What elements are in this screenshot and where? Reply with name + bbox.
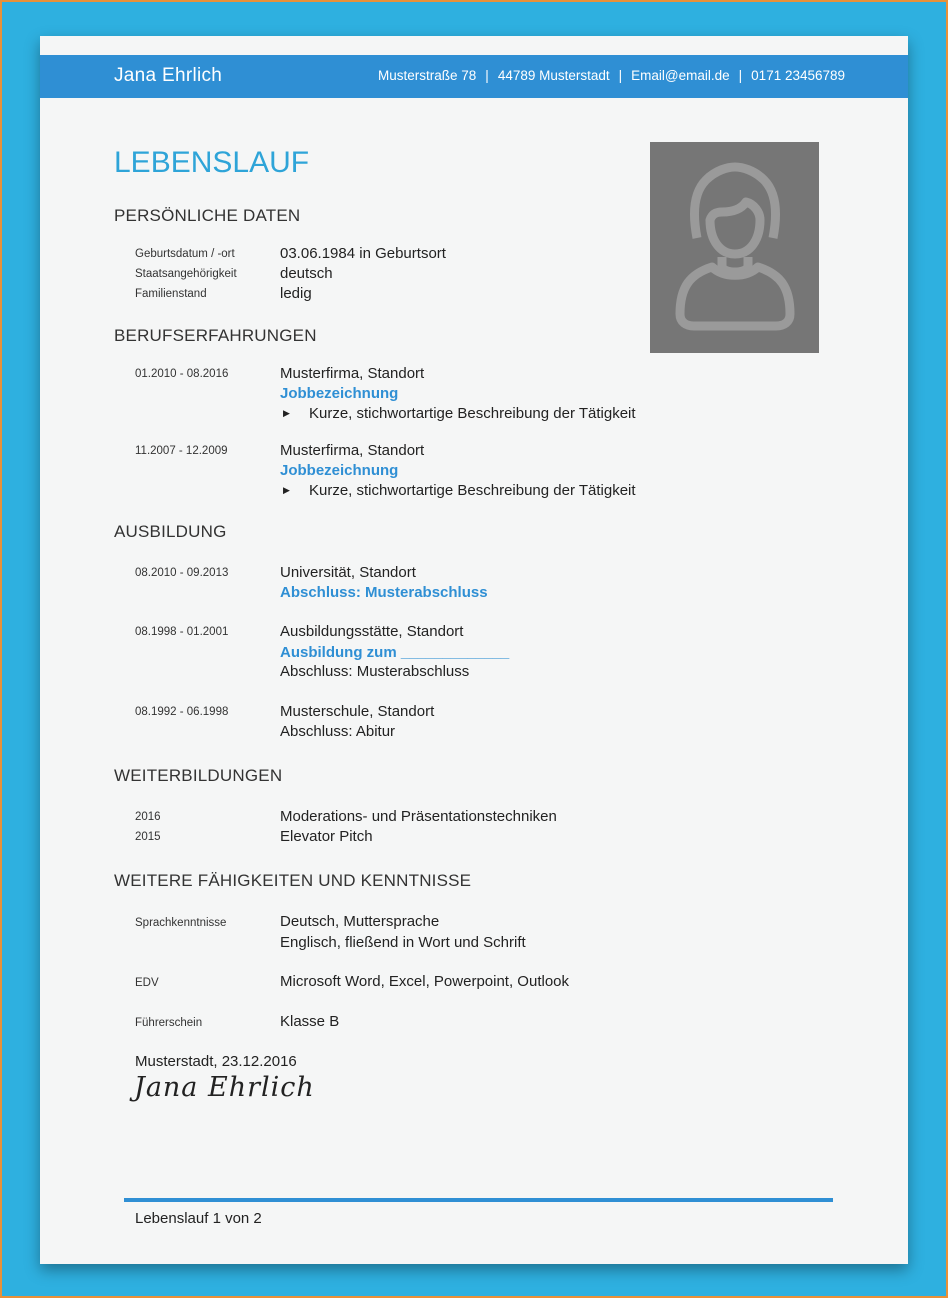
bullet-triangle-icon: ▶ bbox=[283, 485, 290, 495]
training-year: 2016 bbox=[135, 811, 161, 823]
bullet-triangle-icon: ▶ bbox=[283, 408, 290, 418]
experience-job-title: Jobbezeichnung bbox=[280, 385, 399, 402]
contact-separator: | bbox=[618, 68, 623, 83]
education-place: Musterschule, Standort bbox=[280, 703, 435, 720]
cv-page bbox=[40, 36, 908, 1264]
education-period: 08.1992 - 06.1998 bbox=[135, 706, 229, 718]
experience-bullet bbox=[280, 405, 636, 422]
education-degree: Abschluss: Musterabschluss bbox=[280, 584, 488, 601]
skills-label: Sprachkenntnisse bbox=[135, 917, 227, 929]
experience-job-title: Jobbezeichnung bbox=[280, 462, 399, 479]
contact-city: 44789 Musterstadt bbox=[497, 68, 610, 83]
experience-period: 11.2007 - 12.2009 bbox=[135, 445, 228, 457]
education-place: Universität, Standort bbox=[280, 564, 416, 581]
person-silhouette-icon bbox=[650, 142, 819, 353]
experience-company: Musterfirma, Standort bbox=[280, 365, 425, 382]
skills-value: Klasse B bbox=[280, 1013, 340, 1030]
experience-period: 01.2010 - 08.2016 bbox=[135, 368, 229, 380]
personal-label: Familienstand bbox=[135, 288, 207, 300]
header-bar bbox=[40, 55, 908, 98]
experience-description: Kurze, stichwortartige Beschreibung der Tätigkeit bbox=[309, 482, 636, 499]
skills-value: Deutsch, Muttersprache bbox=[280, 913, 440, 930]
section-education-heading: AUSBILDUNG bbox=[114, 522, 227, 541]
section-experience-heading: BERUFSERFAHRUNGEN bbox=[114, 326, 317, 345]
section-personal-heading: PERSÖNLICHE DATEN bbox=[114, 206, 301, 225]
section-training-heading: WEITERBILDUNGEN bbox=[114, 766, 283, 785]
education-place: Ausbildungsstätte, Standort bbox=[280, 623, 464, 640]
experience-company: Musterfirma, Standort bbox=[280, 442, 425, 459]
skills-value: Microsoft Word, Excel, Powerpoint, Outlook bbox=[280, 973, 569, 990]
training-year: 2015 bbox=[135, 831, 161, 843]
profile-photo bbox=[650, 142, 819, 353]
header-contact bbox=[378, 68, 845, 83]
personal-label: Geburtsdatum / -ort bbox=[135, 248, 235, 260]
footer-divider bbox=[124, 1198, 833, 1202]
place-date: Musterstadt, 23.12.2016 bbox=[135, 1053, 297, 1070]
header-name: Jana Ehrlich bbox=[114, 65, 223, 86]
personal-value: 03.06.1984 in Geburtsort bbox=[280, 245, 446, 262]
section-skills-heading: WEITERE FÄHIGKEITEN UND KENNTNISSE bbox=[114, 871, 472, 890]
experience-description: Kurze, stichwortartige Beschreibung der Tätigkeit bbox=[309, 405, 636, 422]
personal-value: deutsch bbox=[280, 265, 333, 282]
training-title: Elevator Pitch bbox=[280, 828, 373, 845]
education-detail: Abschluss: Abitur bbox=[280, 723, 396, 740]
education-training: Ausbildung zum _____________ bbox=[280, 644, 510, 661]
contact-email: Email@email.de bbox=[631, 68, 730, 83]
footer-page-label: Lebenslauf 1 von 2 bbox=[135, 1210, 262, 1227]
document-title: LEBENSLAUF bbox=[114, 146, 310, 179]
skills-value: Englisch, fließend in Wort und Schrift bbox=[280, 934, 526, 951]
skills-label: Führerschein bbox=[135, 1017, 203, 1029]
personal-label: Staatsangehörigkeit bbox=[135, 268, 237, 280]
contact-phone: 0171 23456789 bbox=[751, 68, 846, 83]
education-period: 08.1998 - 01.2001 bbox=[135, 626, 229, 638]
education-period: 08.2010 - 09.2013 bbox=[135, 567, 229, 579]
contact-street: Musterstraße 78 bbox=[378, 68, 477, 83]
signature: Jana Ehrlich bbox=[134, 1072, 315, 1103]
education-detail: Abschluss: Musterabschluss bbox=[280, 663, 470, 680]
experience-bullet bbox=[280, 482, 636, 499]
contact-separator: | bbox=[738, 68, 743, 83]
personal-value: ledig bbox=[280, 285, 312, 302]
training-title: Moderations- und Präsentationstechniken bbox=[280, 808, 557, 825]
skills-label: EDV bbox=[135, 977, 159, 989]
contact-separator: | bbox=[485, 68, 489, 83]
